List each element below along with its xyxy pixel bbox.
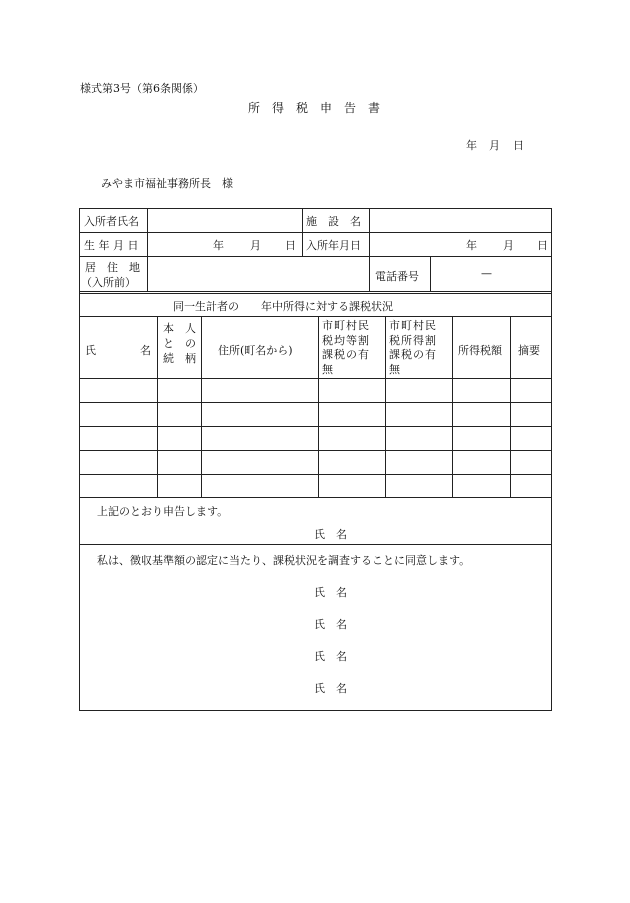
rule-bottom: [79, 710, 552, 711]
rule: [79, 497, 552, 498]
consent-name-label: 氏 名: [314, 618, 347, 631]
admission-month-unit: 月: [503, 239, 514, 252]
rule: [302, 208, 303, 257]
resident-name-field[interactable]: [148, 209, 301, 232]
header-municipal-income-line: 課税の有: [389, 348, 437, 361]
address-field[interactable]: [148, 257, 368, 291]
facility-name-label: 施 設 名: [306, 215, 361, 228]
header-municipal-equal-line: 無: [322, 362, 334, 376]
admission-year-unit: 年: [466, 239, 477, 252]
declaration-name-field[interactable]: [350, 521, 540, 541]
birth-year-unit: 年: [213, 239, 224, 252]
rule: [79, 544, 552, 545]
date-year-label: 年: [466, 139, 477, 152]
rule: [79, 316, 552, 317]
facility-name-field[interactable]: [370, 209, 550, 232]
header-relation-line: 本 人: [163, 322, 196, 335]
header-municipal-income-line: 無: [389, 362, 401, 376]
admission-date-label: 入所年月日: [306, 239, 361, 252]
declaration-text: 上記のとおり申告します。: [97, 505, 229, 518]
birth-day-unit: 日: [285, 239, 296, 252]
header-municipal-equal-line: 課税の有: [322, 348, 370, 361]
consent-name-label: 氏 名: [314, 650, 347, 663]
birth-date-field[interactable]: [148, 233, 301, 256]
address-label: 居 住 地: [85, 261, 140, 274]
addressee: みやま市福祉事務所長 様: [101, 177, 233, 190]
table-row[interactable]: [80, 475, 551, 497]
section-title: 同一生計者の 年中所得に対する課税状況: [173, 300, 393, 313]
admission-date-field[interactable]: [370, 233, 550, 256]
phone-label: 電話番号: [375, 270, 419, 283]
header-remarks: 摘要: [518, 344, 540, 357]
page-title: 所 得 税 申 告 書: [248, 101, 381, 115]
header-municipal-income-line: 税所得割: [389, 333, 437, 347]
header-address: 住所(町名から): [218, 344, 293, 357]
table-row[interactable]: [80, 379, 551, 402]
header-income-tax: 所得税額: [458, 344, 502, 357]
header-municipal-equal: [322, 319, 370, 377]
declaration-name-label: 氏 名: [314, 528, 347, 541]
table-row[interactable]: [80, 451, 551, 474]
phone-separator: —: [481, 267, 492, 280]
address-sublabel: （入所前）: [81, 276, 136, 289]
resident-name-label: 入所者氏名: [84, 215, 139, 228]
admission-day-unit: 日: [537, 239, 548, 252]
header-municipal-equal-line: 市町村民: [322, 319, 370, 332]
header-municipal-income-line: 市町村民: [389, 319, 437, 332]
table-row[interactable]: [80, 403, 551, 426]
consent-name-label: 氏 名: [314, 682, 347, 695]
birth-date-label: 生 年 月 日: [84, 239, 139, 252]
rule: [369, 256, 370, 292]
consent-name-label: 氏 名: [314, 586, 347, 599]
table-row[interactable]: [80, 427, 551, 450]
header-relation-line: と の: [163, 337, 196, 350]
birth-month-unit: 月: [250, 239, 261, 252]
rule: [79, 293, 552, 294]
header-relation-line: 続 柄: [163, 352, 196, 365]
date-day-label: 日: [513, 139, 524, 152]
header-name: 氏 名: [85, 344, 151, 357]
consent-text: 私は、徴収基準額の認定に当たり、課税状況を調査することに同意します。: [97, 554, 471, 567]
header-municipal-income: [389, 319, 437, 377]
rule: [79, 291, 552, 292]
header-municipal-equal-line: 税均等割: [322, 333, 370, 347]
form-number: 様式第3号（第6条関係）: [80, 82, 204, 95]
rule-right: [551, 208, 552, 711]
header-relation: [163, 321, 196, 366]
date-month-label: 月: [489, 139, 500, 152]
